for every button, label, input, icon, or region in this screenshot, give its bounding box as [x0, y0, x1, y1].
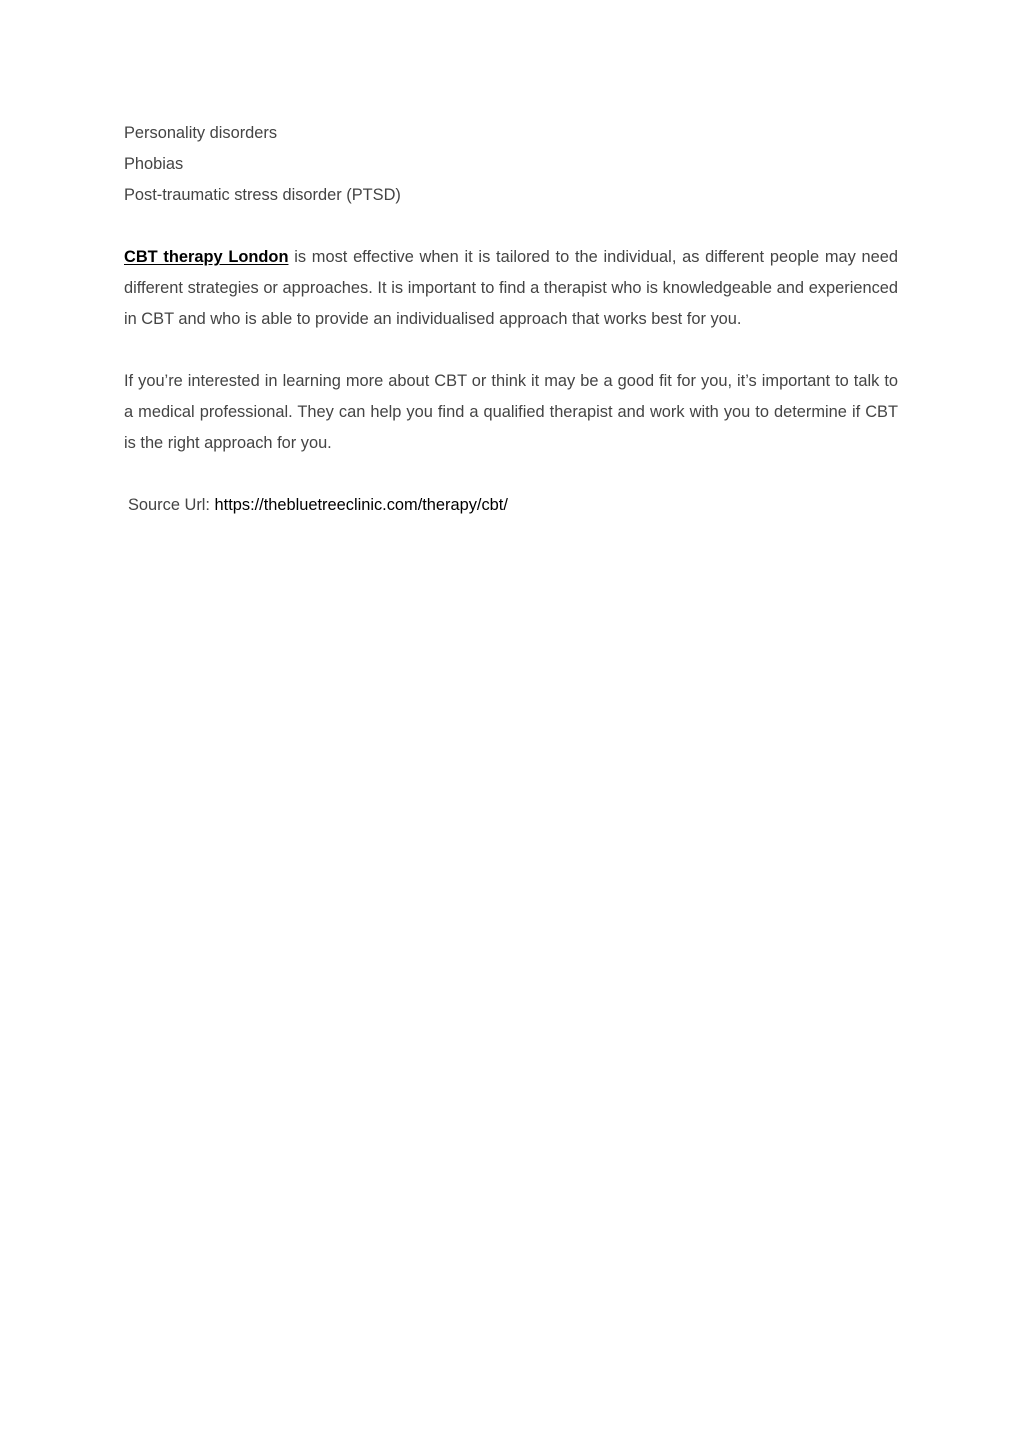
paragraph-text: is most effective when it is tailored to the individual, as different people may need different strategies or approaches. It is important to find a therapist who is knowledgeable and experienced in CBT and who is able to provide an individualised approach that works best for you. [124, 248, 898, 328]
document-content [124, 118, 898, 521]
paragraph-text: If you’re interested in learning more about CBT or think it may be a good fit for you, it’s important to talk to a medical professional. They can help you find a qualified therapist and work with you to determine if CBT is the right approach for you. [124, 372, 898, 452]
conditions-list [124, 118, 898, 211]
paragraph-tailored-cbt [124, 242, 898, 335]
paragraph-learn-more [124, 366, 898, 459]
list-item: Personality disorders [124, 124, 278, 142]
source-line [128, 490, 898, 521]
list-item: Post-traumatic stress disorder (PTSD) [124, 186, 401, 204]
source-url-link[interactable]: https://thebluetreeclinic.com/therapy/cbt/ [214, 496, 508, 514]
source-label: Source Url: [128, 496, 215, 514]
list-item: Phobias [124, 155, 184, 173]
cbt-therapy-london-link[interactable]: CBT therapy London [124, 248, 289, 266]
